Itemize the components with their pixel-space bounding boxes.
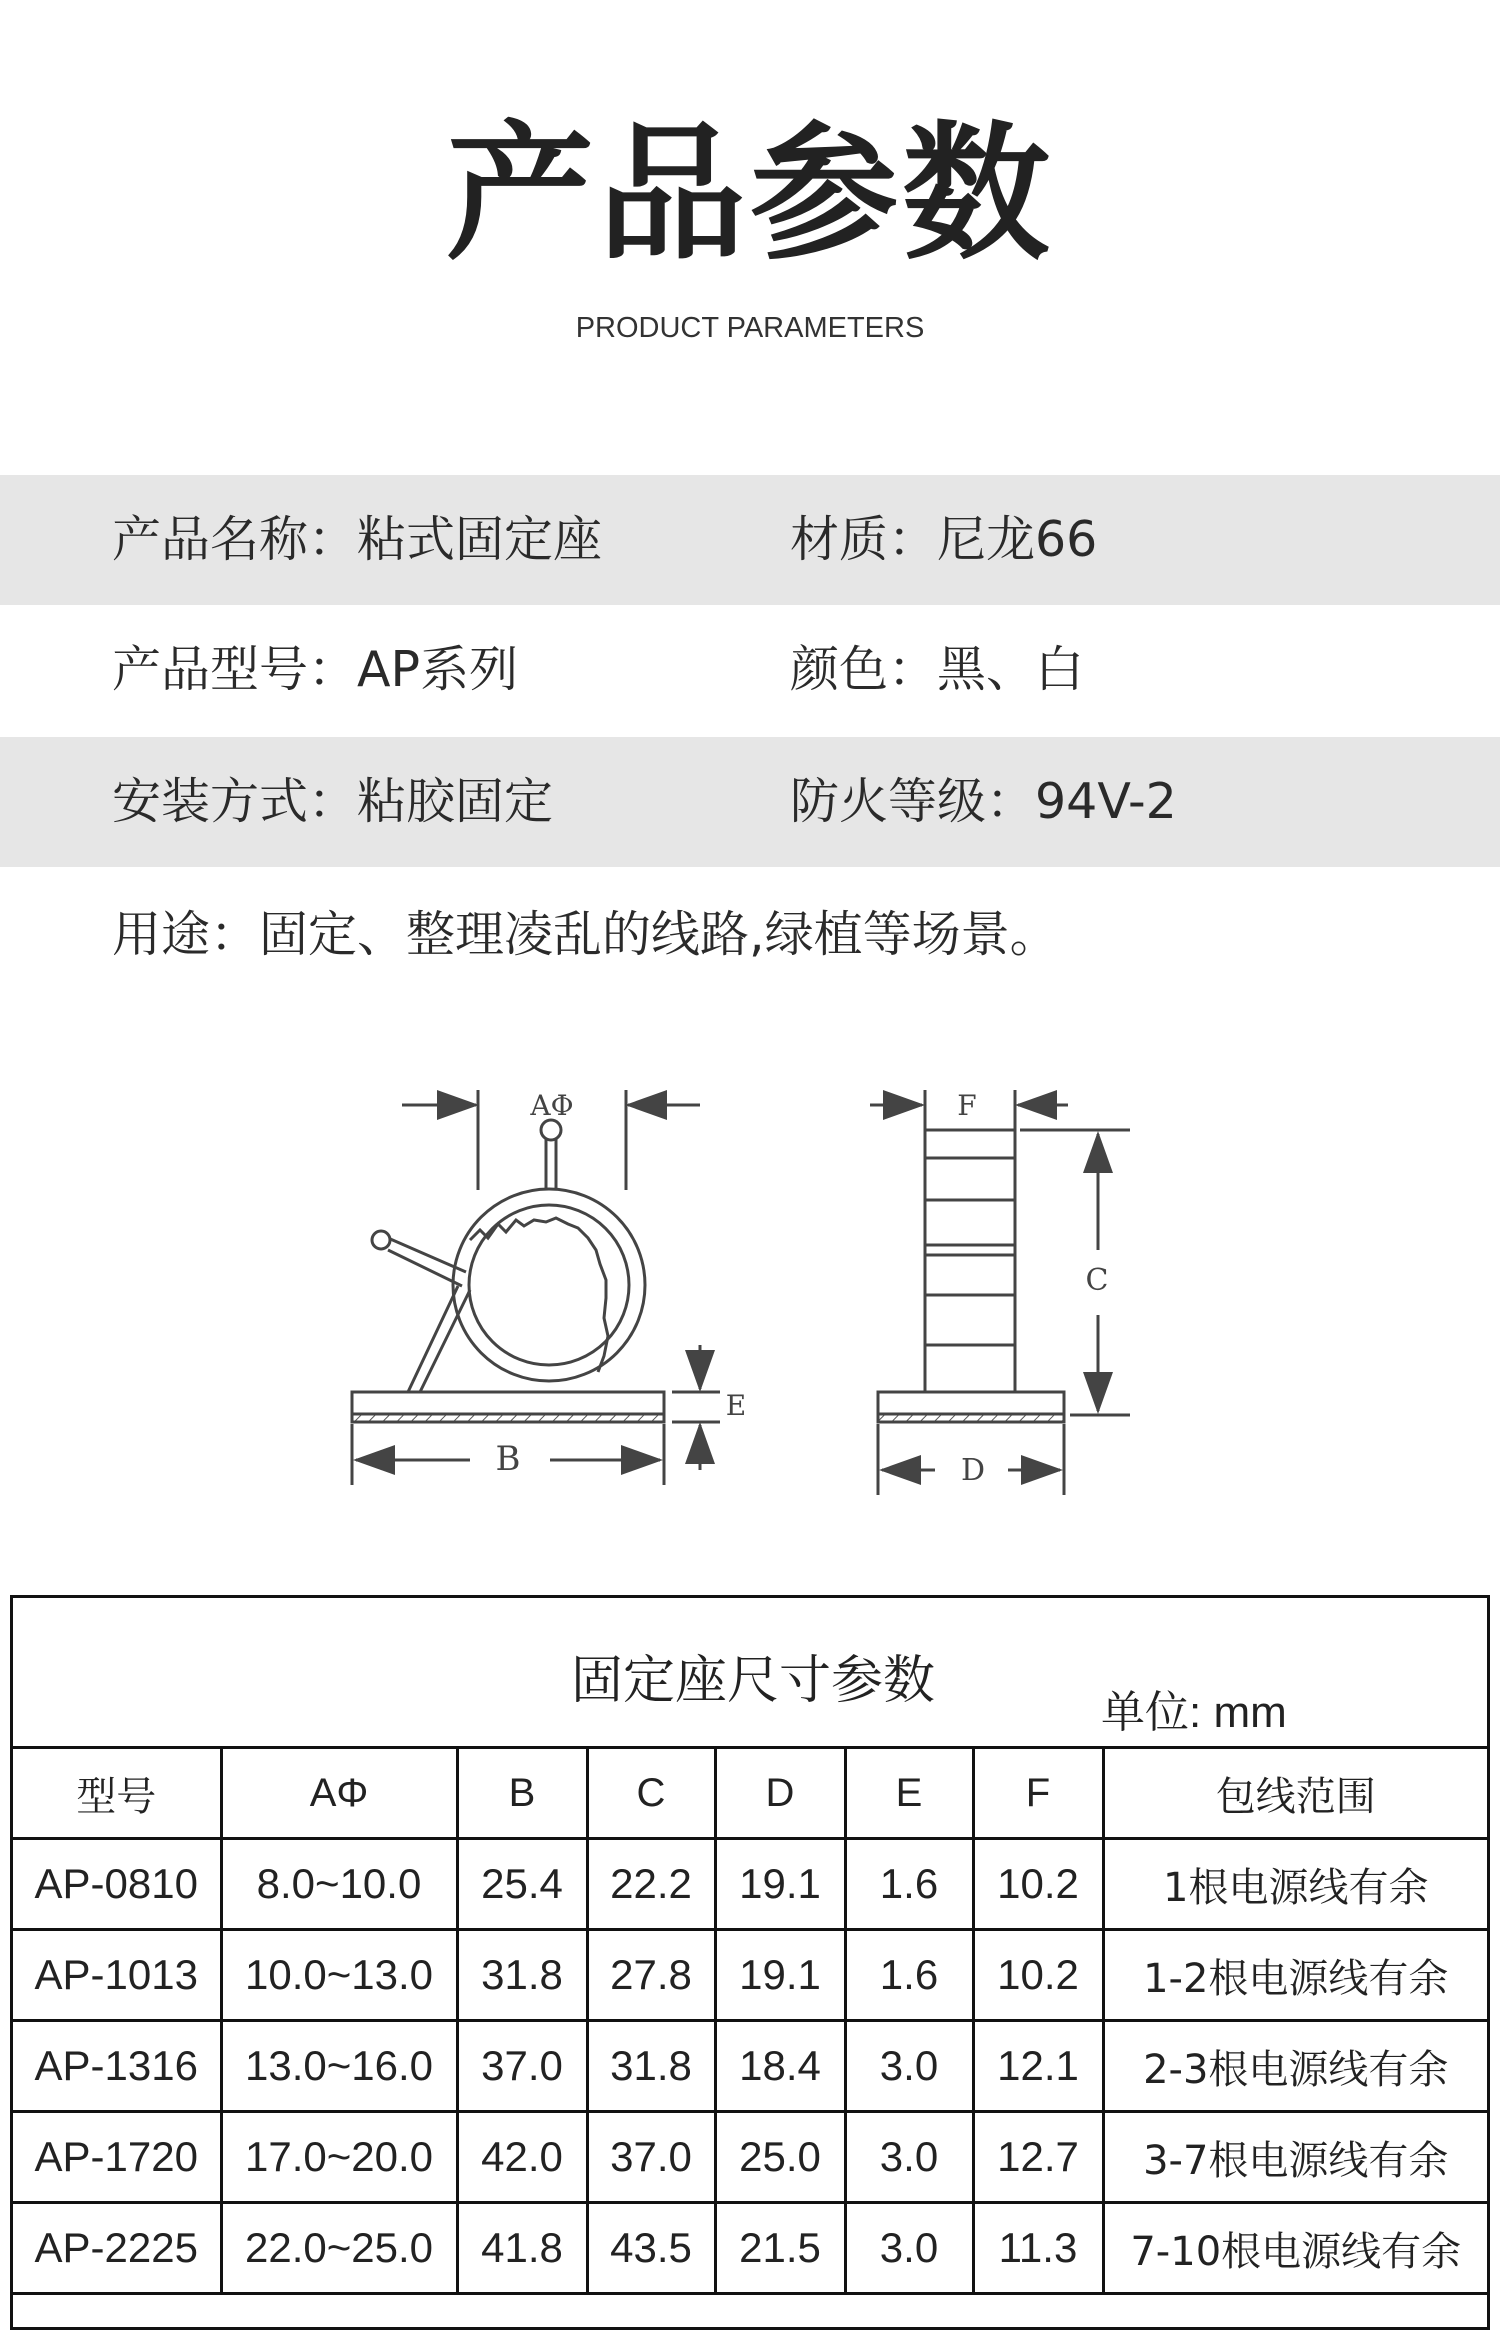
page-title: 产品参数 [446,108,1054,280]
side-body [925,1130,1015,1392]
table-cell: 43.5 [587,2203,715,2294]
clip-base [352,1392,664,1414]
label-b: B [495,1439,521,1479]
table-cell: 1-2根电源线有余 [1103,1930,1487,2021]
page-subtitle: PRODUCT PARAMETERS [575,312,925,344]
table-cell: AP-0810 [13,1839,221,1930]
table-cell: 3.0 [845,2021,973,2112]
table-cell: AP-1013 [13,1930,221,2021]
table-cell: 19.1 [715,1839,845,1930]
label-f: F [957,1089,977,1122]
table-cell: 17.0~20.0 [221,2112,457,2203]
dimension-table [10,1595,1490,2330]
spec-row [0,737,1500,867]
table-cell: 3-7根电源线有余 [1103,2112,1487,2203]
spec-row [0,475,1500,605]
spec-product-name: 产品名称：粘式固定座 [112,511,603,568]
table-cell: 1.6 [845,1930,973,2021]
table-cell: 37.0 [587,2112,715,2203]
table-unit: 单位: mm [1101,1688,1287,1737]
table-cell: AP-2225 [13,2203,221,2294]
header-cell: B [457,1749,587,1839]
table-cell: 25.4 [457,1839,587,1930]
dimension-diagram [0,1040,1500,1510]
table-row [13,1930,1487,2021]
table-cell: 12.1 [973,2021,1103,2112]
table-cell: 22.2 [587,1839,715,1930]
table-title: 固定座尺寸参数 [570,1651,935,1711]
spec-color: 颜色：黑、白 [790,641,1085,698]
label-d: D [960,1453,986,1488]
table-cell: AP-1316 [13,2021,221,2112]
table-cell: 8.0~10.0 [221,1839,457,1930]
table-cell: AP-1720 [13,2112,221,2203]
header-cell: D [715,1749,845,1839]
spec-install: 安装方式：粘胶固定 [112,773,554,830]
table-cell: 10.2 [973,1839,1103,1930]
table-cell: 11.3 [973,2203,1103,2294]
label-a: AΦ [530,1089,574,1122]
header-cell: F [973,1749,1103,1839]
table-cell: 10.0~13.0 [221,1930,457,2021]
header-cell: E [845,1749,973,1839]
label-e: E [725,1389,747,1422]
table-row [13,2021,1487,2112]
spec-row [0,605,1500,735]
label-c: C [1085,1263,1109,1298]
table-cell: 3.0 [845,2112,973,2203]
spec-material: 材质：尼龙66 [790,511,1098,568]
table-cell: 37.0 [457,2021,587,2112]
spec-model: 产品型号：AP系列 [112,641,519,698]
table-cell: 25.0 [715,2112,845,2203]
table-cell: 42.0 [457,2112,587,2203]
table-cell: 2-3根电源线有余 [1103,2021,1487,2112]
table-cell: 21.5 [715,2203,845,2294]
header-cell: 型号 [13,1749,221,1839]
table-cell: 13.0~16.0 [221,2021,457,2112]
spec-fire-rating: 防火等级：94V-2 [790,773,1177,830]
table-cell: 31.8 [457,1930,587,2021]
spec-usage: 用途：固定、整理凌乱的线路,绿植等场景。 [112,906,1059,963]
table-cell: 19.1 [715,1930,845,2021]
table-cell: 10.2 [973,1930,1103,2021]
table-row [13,1839,1487,1930]
table-row [13,2112,1487,2203]
header-cell: C [587,1749,715,1839]
table-header [13,1598,1487,1749]
dimension-grid [13,1749,1487,2295]
table-row [13,2203,1487,2294]
table-header-row [13,1749,1487,1839]
table-cell: 12.7 [973,2112,1103,2203]
table-cell: 18.4 [715,2021,845,2112]
table-cell: 31.8 [587,2021,715,2112]
table-cell: 3.0 [845,2203,973,2294]
table-cell: 27.8 [587,1930,715,2021]
table-cell: 7-10根电源线有余 [1103,2203,1487,2294]
table-cell: 1根电源线有余 [1103,1839,1487,1930]
table-cell: 41.8 [457,2203,587,2294]
header-cell: 包线范围 [1103,1749,1487,1839]
table-cell: 1.6 [845,1839,973,1930]
table-cell: 22.0~25.0 [221,2203,457,2294]
header-cell: AΦ [221,1749,457,1839]
